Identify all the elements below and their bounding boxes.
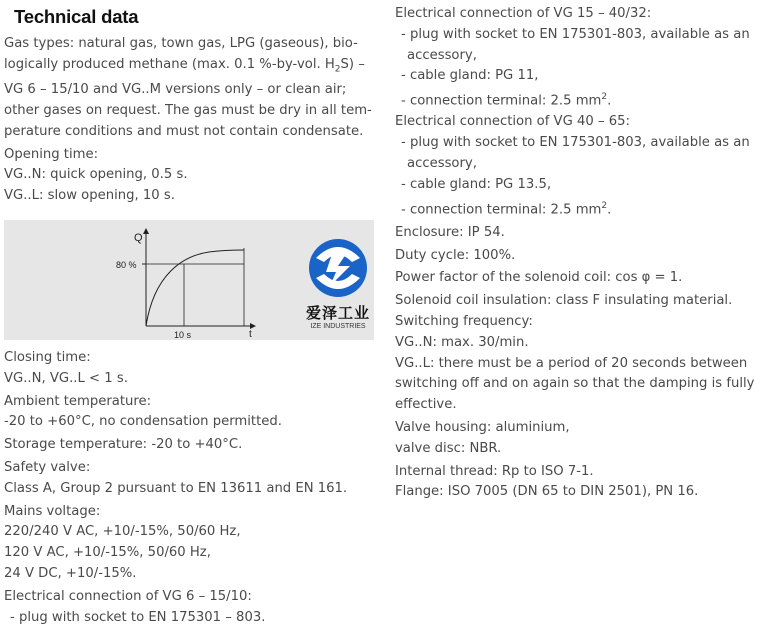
safety-valve-value: Class A, Group 2 pursuant to EN 13611 and EN 161. (4, 480, 348, 496)
gas-types-line: other gases on request. The gas must be dry in all tem- (4, 103, 372, 119)
internal-thread: Internal thread: Rp to ISO 7-1. (395, 463, 594, 479)
opening-time-heading: Opening time: (4, 146, 99, 162)
closing-time-heading: Closing time: (4, 350, 91, 366)
gas-types-paragraph (4, 34, 379, 143)
mains-voltage-value: 220/240 V AC, +10/-15%, 50/60 Hz, (4, 524, 241, 540)
power-factor: Power factor of the solenoid coil: cos φ = 1. (395, 270, 683, 286)
ambient-value: -20 to +60°C, no condensation permitted. (4, 414, 282, 430)
h2s-tail: S) – (340, 56, 365, 72)
left-column (4, 0, 379, 628)
right-column (395, 0, 763, 503)
logo-mark (302, 236, 374, 302)
y-axis-label: Q (134, 232, 143, 245)
y-axis-arrow (143, 228, 149, 234)
section-title: Technical data (14, 6, 139, 27)
x-tick-label: 10 s (174, 330, 192, 341)
logo-english-text: IZE INDUSTRIES (310, 323, 366, 331)
electrical-connection-small-paragraph (4, 587, 379, 628)
electrical-connection-item: accessory, (407, 155, 477, 171)
enclosure: Enclosure: IP 54. (395, 224, 505, 240)
electrical-connection-large-paragraph (395, 112, 763, 220)
electrical-connection-item (395, 196, 763, 221)
watermark-logo (302, 236, 374, 338)
switching-frequency-heading: Switching frequency: (395, 313, 533, 329)
switching-frequency-paragraph (395, 312, 763, 416)
mains-voltage-heading: Mains voltage: (4, 503, 101, 519)
squared-superscript: 2 (601, 200, 608, 211)
switching-frequency-n: VG..N: max. 30/min. (395, 334, 529, 350)
safety-valve-heading: Safety valve: (4, 460, 91, 475)
gas-types-line: perature conditions and must not contain condensate. (4, 123, 364, 139)
ambient-paragraph (4, 392, 379, 434)
opening-curve-figure (4, 220, 374, 340)
electrical-connection-heading: Electrical connection of VG 15 – 40/32: (395, 6, 652, 21)
opening-time-l: VG..L: slow opening, 10 s. (4, 188, 175, 204)
electrical-connection-item (395, 87, 763, 112)
electrical-connection-item: - cable gland: PG 13.5, (401, 176, 552, 192)
duty-cycle: Duty cycle: 100%. (395, 247, 516, 263)
gas-types-line: Gas types: natural gas, town gas, LPG (gaseous), bio- (4, 36, 358, 51)
mains-voltage-value: 120 V AC, +10/-15%, 50/60 Hz, (4, 545, 211, 561)
electrical-connection-item: accessory, (407, 47, 477, 63)
valve-housing: Valve housing: aluminium, (395, 419, 570, 435)
valve-disc: valve disc: NBR. (395, 440, 502, 456)
x-axis-label: t (249, 329, 252, 341)
opening-time-paragraph (4, 145, 379, 207)
mains-voltage-paragraph (4, 502, 379, 585)
coil-insulation: Solenoid coil insulation: class F insulating material. (395, 293, 733, 309)
electrical-connection-heading: Electrical connection of VG 40 – 65: (395, 114, 630, 130)
terminal-text: - connection terminal: 2.5 mm (401, 201, 602, 217)
switching-frequency-l: switching off and on again so that the damping is fully (395, 376, 755, 392)
closing-time-value: VG..N, VG..L < 1 s. (4, 370, 128, 386)
electrical-connection-item: - cable gland: PG 11, (401, 68, 539, 84)
electrical-connection-mid-paragraph (395, 4, 763, 112)
squared-superscript: 2 (601, 92, 608, 103)
opening-curve-plot (4, 220, 304, 340)
terminal-tail: . (607, 93, 612, 109)
safety-valve-paragraph (4, 458, 379, 500)
electrical-connection-item: - plug with socket to EN 175301-803, available as an (401, 135, 750, 151)
storage-temperature: Storage temperature: -20 to +40°C. (4, 437, 243, 453)
switching-frequency-l: effective. (395, 397, 457, 413)
gas-types-text: logically produced methane (max. 0.1 %-by-vol. H (4, 56, 335, 72)
electrical-connection-item: - plug with socket to EN 175301 – 803. (10, 609, 266, 625)
h2s-subscript: 2 (334, 64, 341, 75)
mains-voltage-value: 24 V DC, +10/-15%. (4, 565, 137, 581)
switching-frequency-l: VG..L: there must be a period of 20 seconds between (395, 355, 748, 371)
closing-time-paragraph (4, 348, 379, 390)
terminal-text: - connection terminal: 2.5 mm (401, 93, 602, 109)
electrical-connection-item: - plug with socket to EN 175301-803, available as an (401, 26, 750, 42)
flange: Flange: ISO 7005 (DN 65 to DIN 2501), PN 16. (395, 484, 699, 500)
thread-paragraph (395, 462, 763, 504)
gas-types-line: VG 6 – 15/10 and VG..M versions only – or clean air; (4, 82, 347, 98)
housing-paragraph (395, 418, 763, 460)
terminal-tail: . (607, 201, 612, 217)
ambient-heading: Ambient temperature: (4, 393, 152, 409)
gas-types-line (4, 55, 379, 80)
electrical-connection-heading: Electrical connection of VG 6 – 15/10: (4, 588, 252, 604)
opening-time-n: VG..N: quick opening, 0.5 s. (4, 167, 188, 183)
y-tick-label: 80 % (116, 260, 137, 271)
logo-chinese-text: 爱泽工业 (305, 304, 370, 323)
opening-curve (146, 250, 244, 326)
